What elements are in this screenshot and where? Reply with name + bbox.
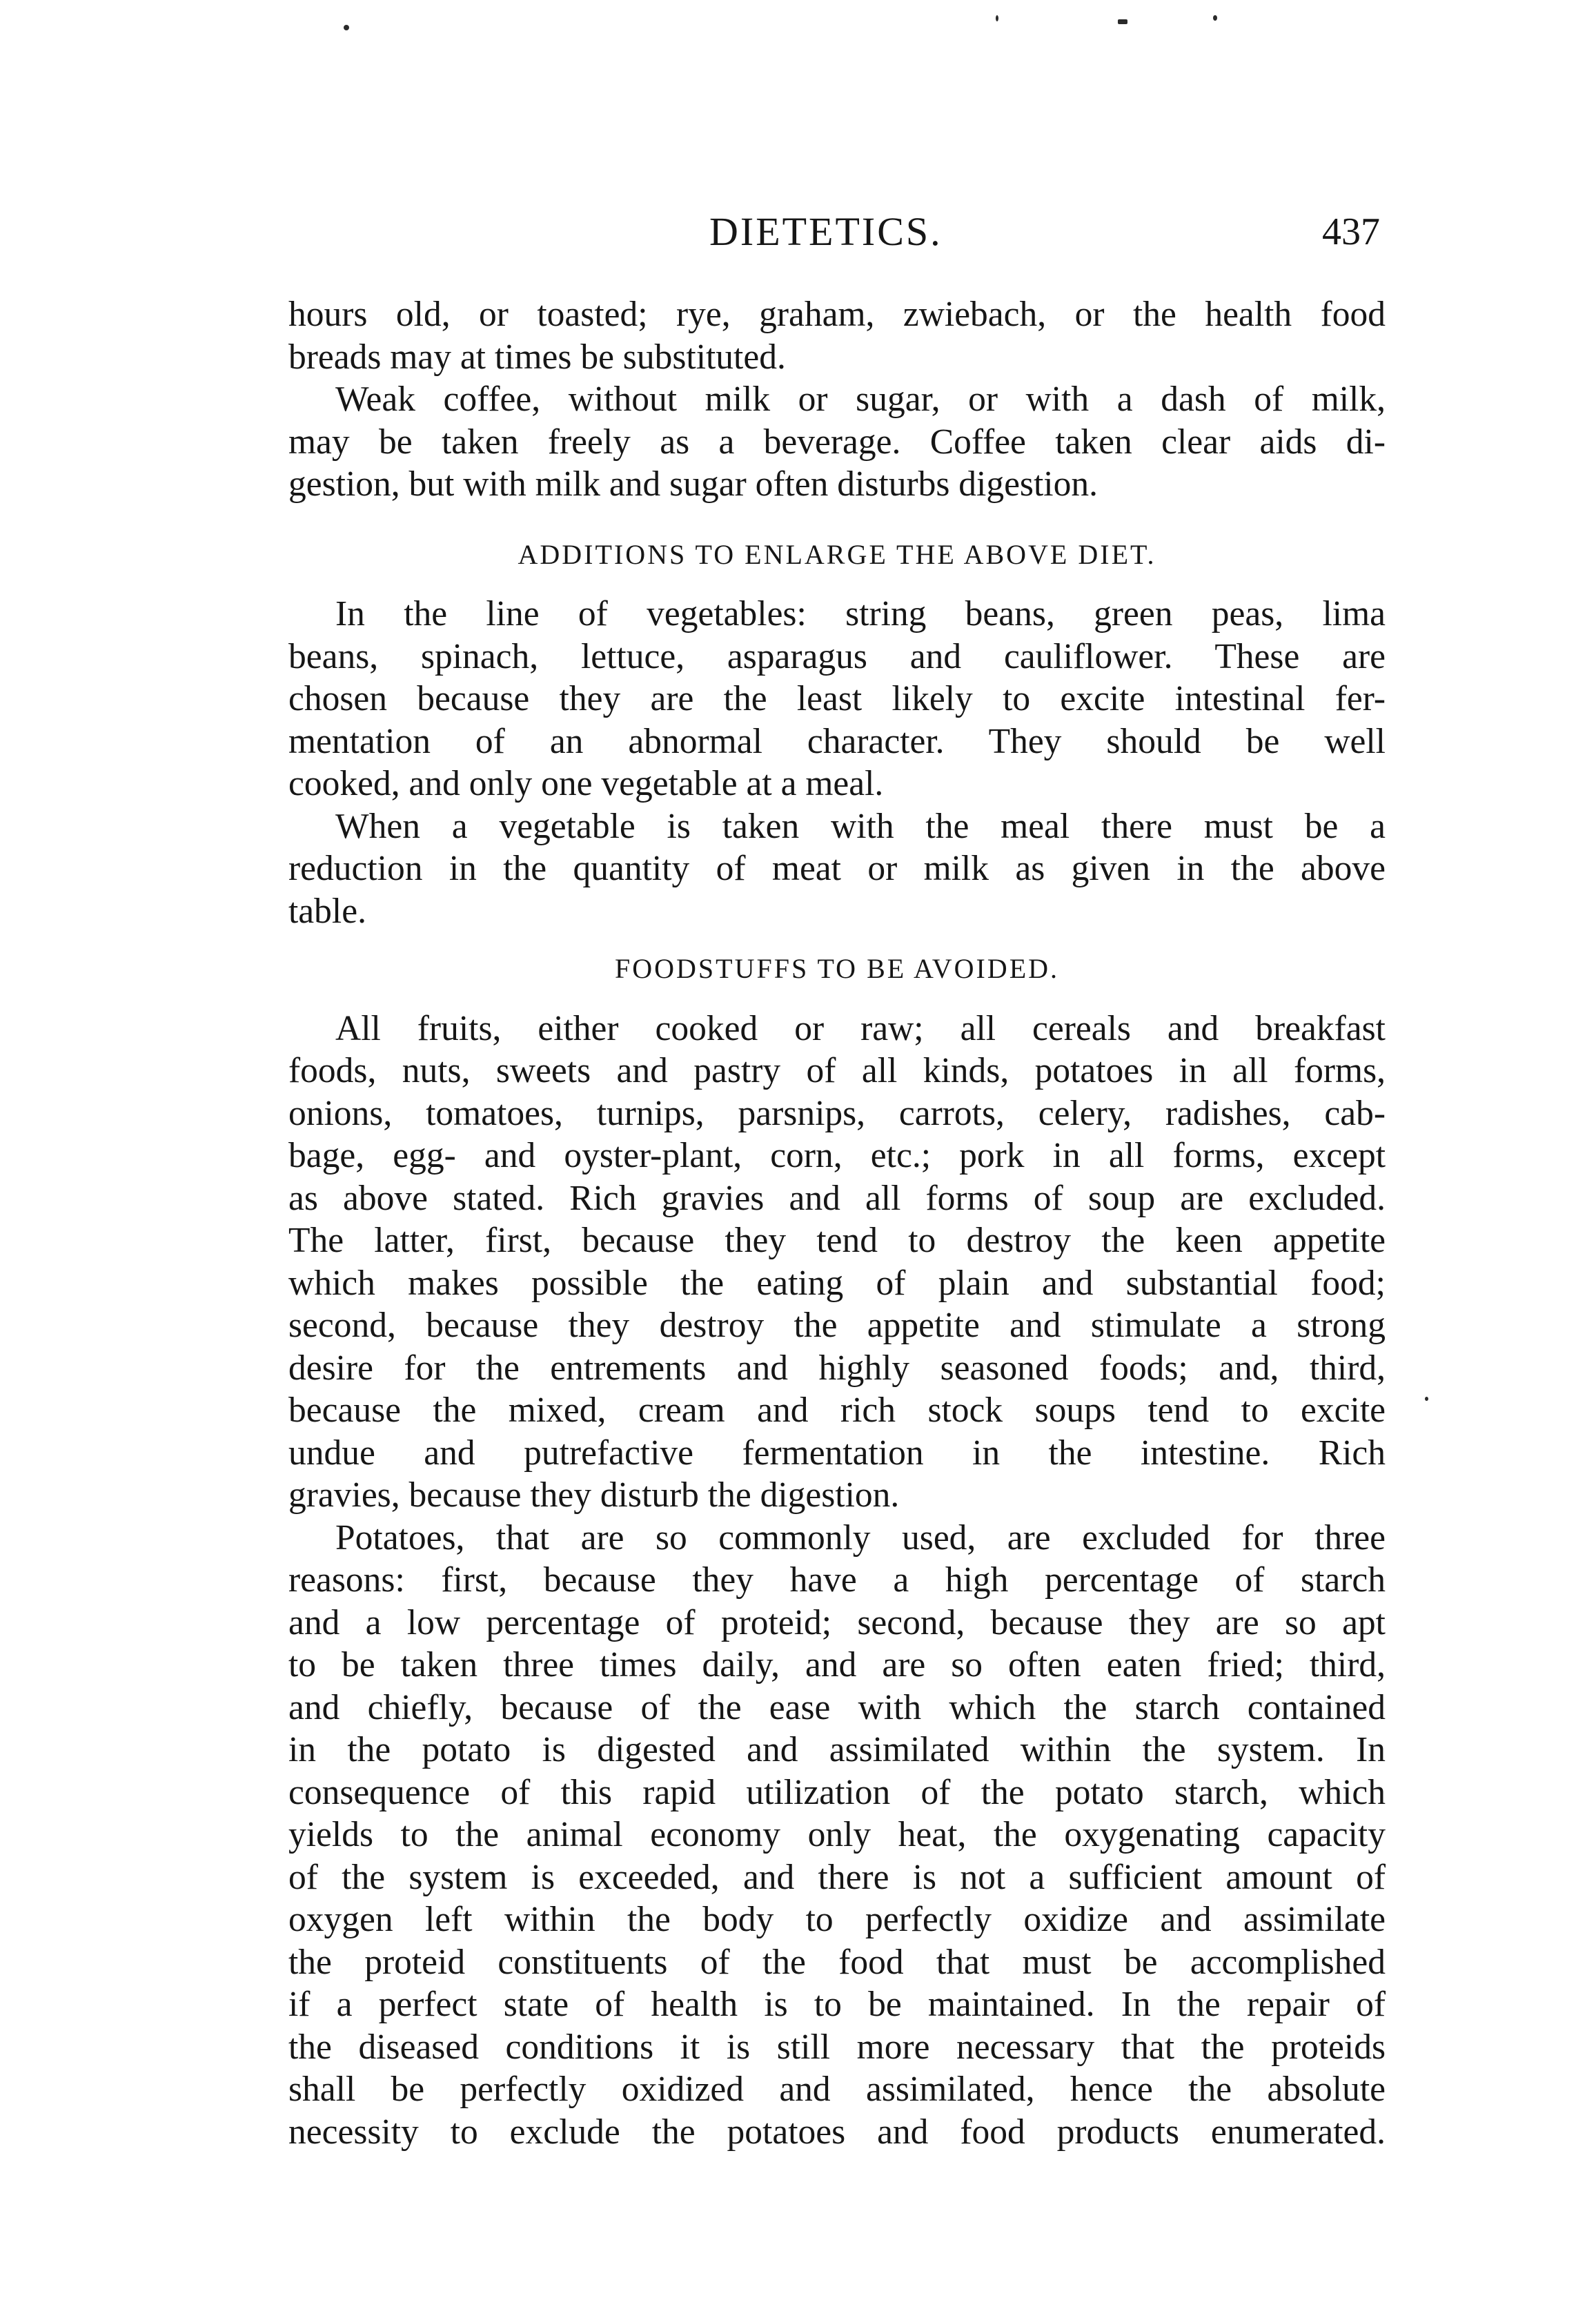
text-line: table.	[288, 891, 366, 931]
text-line: may be taken freely as a beverage. Coffee taken clear aids di-	[288, 422, 1386, 462]
text-line: In the line of vegetables: string beans, green peas, lima	[335, 594, 1386, 634]
text-line: The latter, first, because they tend to destroy the keen appetite	[288, 1221, 1386, 1260]
text-line: yields to the animal economy only heat, the oxygenating capacity	[288, 1815, 1386, 1854]
text-line: consequence of this rapid utilization of the potato starch, which	[288, 1772, 1386, 1812]
text-line: reasons: first, because they have a high percentage of starch	[288, 1560, 1386, 1600]
print-speck	[1425, 1397, 1428, 1401]
text-line: as above stated. Rich gravies and all forms of soup are excluded.	[288, 1178, 1386, 1218]
text-line: undue and putrefactive fermentation in the intestine. Rich	[288, 1433, 1386, 1473]
paragraph	[288, 1517, 1386, 2154]
paragraph	[288, 1008, 1386, 1517]
text-line: to be taken three times daily, and are so often eaten fried; third,	[288, 1645, 1386, 1685]
text-line: bage, egg- and oyster-plant, corn, etc.; pork in all forms, except	[288, 1136, 1386, 1175]
text-line: necessity to exclude the potatoes and food products enumerated.	[288, 2112, 1386, 2152]
text-line: in the potato is digested and assimilated within the system. In	[288, 1730, 1386, 1769]
print-speck	[344, 25, 349, 30]
text-line: Potatoes, that are so commonly used, are excluded for three	[335, 1518, 1386, 1558]
text-line: and a low percentage of proteid; second, because they are so apt	[288, 1602, 1386, 1642]
text-line: When a vegetable is taken with the meal there must be a	[335, 806, 1386, 846]
text-line: breads may at times be substituted.	[288, 337, 786, 377]
text-line: beans, spinach, lettuce, asparagus and cauliflower. These are	[288, 636, 1386, 676]
text-line: reduction in the quantity of meat or milk as given in the above	[288, 849, 1386, 888]
text-line: second, because they destroy the appetite and stimulate a strong	[288, 1306, 1386, 1345]
text-line: cooked, and only one vegetable at a meal.	[288, 764, 884, 803]
text-line: and chiefly, because of the ease with which the starch contained	[288, 1687, 1386, 1727]
running-title: DIETETICS.	[709, 209, 943, 254]
text-line: foods, nuts, sweets and pastry of all kinds, potatoes in all forms,	[288, 1051, 1386, 1090]
page-number: 437	[1322, 210, 1380, 253]
text-line: oxygen left within the body to perfectly oxidize and assimilate	[288, 1900, 1386, 1939]
section-heading: ADDITIONS TO ENLARGE THE ABOVE DIET.	[518, 538, 1156, 570]
text-line: chosen because they are the least likely to excite intestinal fer-	[288, 679, 1386, 718]
print-speck	[1118, 19, 1127, 24]
text-line: shall be perfectly oxidized and assimilated, hence the absolute	[288, 2070, 1386, 2109]
text-line: gravies, because they disturb the digestion.	[288, 1475, 900, 1515]
text-line: the proteid constituents of the food that must be accomplished	[288, 1942, 1386, 1982]
text-line: All fruits, either cooked or raw; all cereals and breakfast	[335, 1008, 1386, 1048]
text-line: hours old, or toasted; rye, graham, zwiebach, or the health food	[288, 295, 1386, 334]
paragraph	[288, 593, 1386, 805]
text-line: which makes possible the eating of plain and substantial food;	[288, 1263, 1386, 1303]
text-line: desire for the entrements and highly seasoned foods; and, third,	[288, 1348, 1386, 1388]
text-line: of the system is exceeded, and there is not a sufficient amount of	[288, 1857, 1386, 1897]
page-header	[288, 204, 1380, 259]
text-line: Weak coffee, without milk or sugar, or with a dash of milk,	[335, 380, 1386, 419]
text-line: mentation of an abnormal character. They should be well	[288, 721, 1386, 761]
print-speck	[1213, 15, 1217, 21]
section-heading: FOODSTUFFS TO BE AVOIDED.	[614, 953, 1060, 984]
text-line: if a perfect state of health is to be maintained. In the repair of	[288, 1985, 1386, 2024]
paragraph	[288, 378, 1386, 506]
text-line: onions, tomatoes, turnips, parsnips, carrots, celery, radishes, cab-	[288, 1093, 1386, 1133]
body-text	[288, 293, 1386, 2153]
text-line: because the mixed, cream and rich stock soups tend to excite	[288, 1391, 1386, 1430]
print-speck	[996, 15, 998, 21]
paragraph	[288, 805, 1386, 933]
text-line: gestion, but with milk and sugar often disturbs digestion.	[288, 464, 1098, 504]
text-line: the diseased conditions it is still more necessary that the proteids	[288, 2027, 1386, 2067]
paragraph	[288, 293, 1386, 378]
